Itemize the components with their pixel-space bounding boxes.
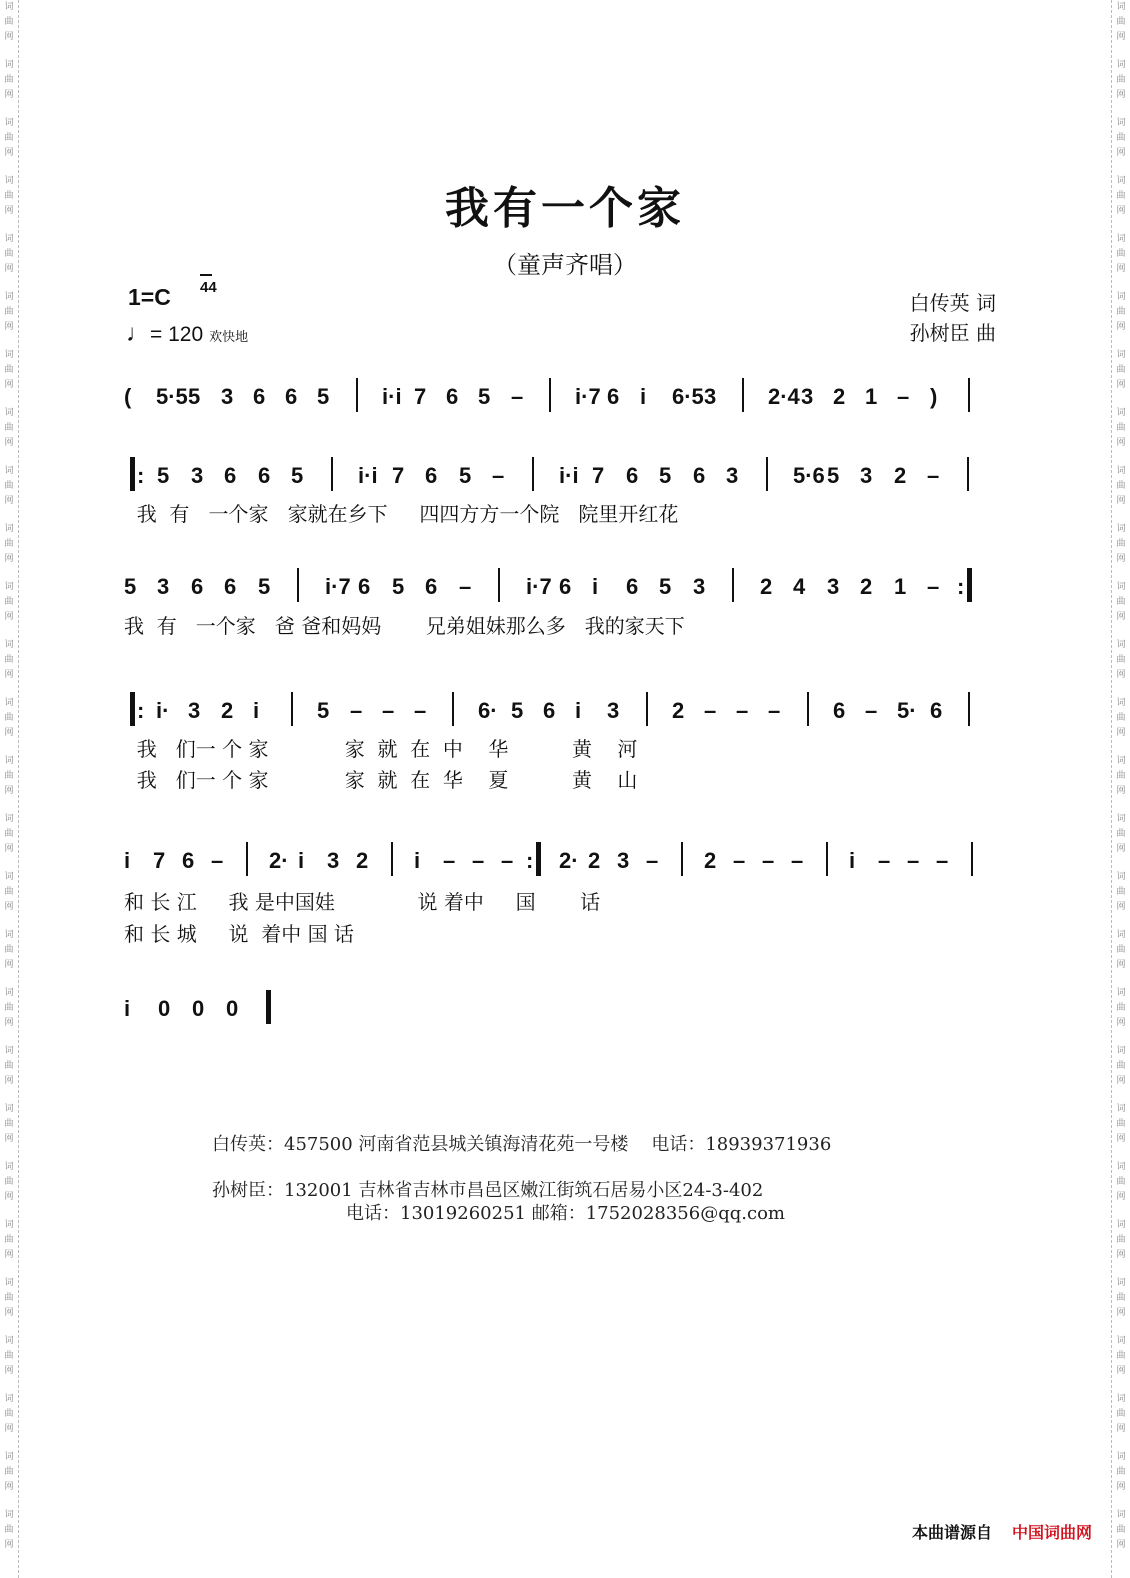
watermark-text: 词 曲 网 <box>4 350 14 390</box>
watermark-text: 词 曲 网 <box>1116 1046 1126 1086</box>
note: 5 <box>258 574 271 599</box>
watermark-text: 词 曲 网 <box>1116 1510 1126 1550</box>
watermark-text: 词 曲 网 <box>1116 1452 1126 1492</box>
note: 6 <box>833 698 846 723</box>
watermark-text: 词 曲 网 <box>1116 640 1126 680</box>
note: 6 <box>693 463 706 488</box>
watermark-text: 词 曲 网 <box>1116 1104 1126 1144</box>
note: i·7 <box>575 384 601 409</box>
sustain-dash: – <box>443 848 456 873</box>
note: 3 <box>607 698 620 723</box>
barline <box>291 692 293 726</box>
note: i· <box>156 698 170 723</box>
watermark-text: 词 曲 网 <box>1116 930 1126 970</box>
note: 6 <box>191 574 204 599</box>
note: ) <box>930 384 938 409</box>
sustain-dash: – <box>927 463 940 488</box>
score-line <box>124 996 1004 1030</box>
repeat-dots: : <box>526 848 534 873</box>
watermark-text: 词 曲 网 <box>1116 1336 1126 1376</box>
sustain-dash: – <box>907 848 920 873</box>
watermark-text: 词 曲 网 <box>4 466 14 506</box>
sustain-dash: – <box>382 698 395 723</box>
note: 5 <box>511 698 524 723</box>
barline <box>742 378 744 412</box>
watermark-text: 词 曲 网 <box>1116 872 1126 912</box>
watermark-text: 词 曲 网 <box>4 1162 14 1202</box>
note: 3 <box>188 698 201 723</box>
watermark-text: 词 曲 网 <box>4 1452 14 1492</box>
score-line <box>124 698 1004 732</box>
song-title: 我有一个家 <box>445 183 685 234</box>
note: 5 <box>478 384 491 409</box>
note: 6 <box>224 574 237 599</box>
source-label: 本曲谱源自 <box>911 1525 992 1542</box>
note: i <box>414 848 421 873</box>
contact-lyricist: 白传英：457500 河南省范县城关镇海清花苑一号楼 电话：18939371936 <box>212 1134 832 1155</box>
sustain-dash: – <box>492 463 505 488</box>
watermark-text: 词 曲 网 <box>1116 176 1126 216</box>
sustain-dash: – <box>350 698 363 723</box>
sustain-dash: – <box>791 848 804 873</box>
lyrics-line-4: 我 们一 个 家 家 就 在 华 夏 黄 山 <box>124 768 638 792</box>
sustain-dash: – <box>733 848 746 873</box>
note: 3 <box>327 848 340 873</box>
barline <box>498 568 500 602</box>
sustain-dash: – <box>878 848 891 873</box>
sustain-dash: – <box>865 698 878 723</box>
watermark-text: 词 曲 网 <box>1116 1220 1126 1260</box>
sustain-dash: – <box>472 848 485 873</box>
left-watermark-strip <box>0 0 19 1578</box>
barline <box>549 378 551 412</box>
watermark-text: 词 曲 网 <box>1116 234 1126 274</box>
barline <box>766 457 768 491</box>
time-top: 4 <box>200 279 209 296</box>
barline <box>971 842 973 876</box>
watermark-text: 词 曲 网 <box>1116 118 1126 158</box>
note: 0 <box>192 996 205 1021</box>
watermark-text: 词 曲 网 <box>1116 814 1126 854</box>
barline <box>968 378 970 412</box>
lyrics-line-3: 我 们一 个 家 家 就 在 中 华 黄 河 <box>124 737 638 761</box>
note: 3 <box>860 463 873 488</box>
barline <box>807 692 809 726</box>
time-bottom: 4 <box>208 279 217 296</box>
note: 3 <box>801 384 814 409</box>
watermark-text: 词 曲 网 <box>4 1046 14 1086</box>
note: 7 <box>592 463 605 488</box>
note: i <box>124 848 131 873</box>
sustain-dash: – <box>768 698 781 723</box>
note: 2 <box>704 848 717 873</box>
note: 6·5 <box>672 384 704 409</box>
watermark-text: 词 曲 网 <box>4 292 14 332</box>
repeat-dots: : <box>137 698 145 723</box>
note: 6 <box>930 698 943 723</box>
note: 3 <box>157 574 170 599</box>
repeat-dots: : <box>957 574 965 599</box>
note: 6· <box>478 698 498 723</box>
note: 2· <box>559 848 579 873</box>
watermark-text: 词 曲 网 <box>4 698 14 738</box>
note: 5 <box>317 384 330 409</box>
lyrics-line-6: 和 长 城 说 着中 国 话 <box>124 922 354 946</box>
note: 6 <box>559 574 572 599</box>
barline <box>331 457 333 491</box>
sustain-dash: – <box>736 698 749 723</box>
note: 5 <box>459 463 472 488</box>
sustain-dash: – <box>897 384 910 409</box>
note: 6 <box>626 574 639 599</box>
time-signature <box>200 280 217 296</box>
watermark-text: 词 曲 网 <box>4 814 14 854</box>
note: 6 <box>446 384 459 409</box>
barline <box>391 842 393 876</box>
watermark-text: 词 曲 网 <box>1116 408 1126 448</box>
contact-composer-address: 孙树臣：132001 吉林省吉林市昌邑区嫩江街筑石居易小区24-3-402 <box>212 1180 764 1201</box>
sustain-dash: – <box>646 848 659 873</box>
watermark-text: 词 曲 网 <box>4 1394 14 1434</box>
watermark-text: 词 曲 网 <box>1116 582 1126 622</box>
note: i <box>575 698 582 723</box>
note: 5 <box>124 574 137 599</box>
note: 6 <box>543 698 556 723</box>
watermark-text: 词 曲 网 <box>4 756 14 796</box>
final-barline <box>266 990 271 1024</box>
watermark-text: 词 曲 网 <box>4 1220 14 1260</box>
watermark-text: 词 曲 网 <box>4 1278 14 1318</box>
note: 6 <box>285 384 298 409</box>
watermark-text: 词 曲 网 <box>1116 60 1126 100</box>
note: 6 <box>358 574 371 599</box>
note: i·i <box>559 463 579 488</box>
repeat-barline <box>130 692 135 726</box>
watermark-text: 词 曲 网 <box>1116 2 1126 42</box>
note: 3 <box>221 384 234 409</box>
note: 0 <box>158 996 171 1021</box>
tempo-mark <box>126 320 248 348</box>
note: 3 <box>827 574 840 599</box>
barline <box>246 842 248 876</box>
note: i <box>640 384 647 409</box>
quarter-note-icon: ♩ <box>126 320 150 347</box>
note: 5 <box>392 574 405 599</box>
watermark-text: 词 曲 网 <box>4 582 14 622</box>
sustain-dash: – <box>936 848 949 873</box>
note: 1 <box>894 574 907 599</box>
watermark-text: 词 曲 网 <box>1116 1278 1126 1318</box>
note: i <box>849 848 856 873</box>
watermark-text: 词 曲 网 <box>1116 698 1126 738</box>
lyricist-credit: 白传英 词 <box>909 291 996 315</box>
watermark-text: 词 曲 网 <box>4 872 14 912</box>
repeat-dots: : <box>137 463 145 488</box>
barline <box>732 568 734 602</box>
watermark-text: 词 曲 网 <box>4 60 14 100</box>
note: 6 <box>258 463 271 488</box>
barline <box>646 692 648 726</box>
note: 2 <box>672 698 685 723</box>
repeat-barline <box>536 842 541 876</box>
watermark-text: 词 曲 网 <box>4 1336 14 1376</box>
watermark-text: 词 曲 网 <box>4 930 14 970</box>
composer-credit: 孙树臣 曲 <box>909 321 996 345</box>
watermark-text: 词 曲 网 <box>1116 1394 1126 1434</box>
sustain-dash: – <box>511 384 524 409</box>
contact-composer-phone: 电话：13019260251 邮箱：1752028356@qq.com <box>346 1203 785 1224</box>
note: 5· <box>897 698 917 723</box>
barline <box>967 457 969 491</box>
note: 5 <box>317 698 330 723</box>
note: 3 <box>693 574 706 599</box>
note: 5 <box>291 463 304 488</box>
sustain-dash: – <box>501 848 514 873</box>
note: i·7 <box>526 574 552 599</box>
note: 6 <box>182 848 195 873</box>
note: 6 <box>224 463 237 488</box>
note: 3 <box>191 463 204 488</box>
note: 5 <box>157 463 170 488</box>
watermark-text: 词 曲 网 <box>4 118 14 158</box>
note: 2 <box>894 463 907 488</box>
watermark-text: 词 曲 网 <box>1116 1162 1126 1202</box>
repeat-barline <box>130 457 135 491</box>
note: i <box>253 698 260 723</box>
barline <box>356 378 358 412</box>
sustain-dash: – <box>211 848 224 873</box>
note: 5 <box>659 463 672 488</box>
sustain-dash: – <box>762 848 775 873</box>
watermark-text: 词 曲 网 <box>1116 756 1126 796</box>
watermark-text: 词 曲 网 <box>4 1104 14 1144</box>
lyrics-line-2: 我 有 一个家 爸 爸和妈妈 兄弟姐妹那么多 我的家天下 <box>124 614 685 638</box>
watermark-text: 词 曲 网 <box>4 988 14 1028</box>
note: 6 <box>626 463 639 488</box>
source-brand[interactable]: 中国词曲网 <box>1011 1525 1092 1542</box>
barline <box>968 692 970 726</box>
score-line <box>124 463 1004 497</box>
watermark-text: 词 曲 网 <box>1116 988 1126 1028</box>
note: 0 <box>226 996 239 1021</box>
sustain-dash: – <box>459 574 472 599</box>
note: 7 <box>392 463 405 488</box>
note: 2 <box>588 848 601 873</box>
note: 5 <box>659 574 672 599</box>
note: 2 <box>833 384 846 409</box>
source-credit <box>912 1520 1092 1543</box>
note: i·7 <box>325 574 351 599</box>
tempo-value: = 120 <box>150 323 204 346</box>
song-subtitle: （童声齐唱） <box>493 251 637 279</box>
note: 7 <box>414 384 427 409</box>
watermark-text: 词 曲 网 <box>1116 524 1126 564</box>
lyrics-line-1: 我 有 一个家 家就在乡下 四四方方一个院 院里开红花 <box>124 502 679 526</box>
right-watermark-strip <box>1111 0 1130 1578</box>
note: 5·6 <box>793 463 825 488</box>
watermark-text: 词 曲 网 <box>1116 466 1126 506</box>
note: 2 <box>356 848 369 873</box>
note: 4 <box>793 574 806 599</box>
watermark-text: 词 曲 网 <box>4 2 14 42</box>
note: 2·4 <box>768 384 800 409</box>
note: 6 <box>425 574 438 599</box>
repeat-barline <box>967 568 972 602</box>
note: 7 <box>153 848 166 873</box>
lyrics-line-5: 和 长 江 我 是中国娃 说 着中 国 话 <box>124 890 601 914</box>
note: i·i <box>358 463 378 488</box>
score-line <box>124 384 1004 418</box>
note: 6 <box>253 384 266 409</box>
note: i·i <box>382 384 402 409</box>
note: i <box>592 574 599 599</box>
note: 2 <box>860 574 873 599</box>
watermark-text: 词 曲 网 <box>1116 292 1126 332</box>
note: 1 <box>865 384 878 409</box>
tempo-expression: 欢快地 <box>209 329 249 344</box>
note: ( <box>124 384 132 409</box>
score-line <box>124 574 1004 608</box>
note: 5·5 <box>156 384 188 409</box>
barline <box>297 568 299 602</box>
note: 3 <box>704 384 717 409</box>
note: i <box>124 996 131 1021</box>
watermark-text: 词 曲 网 <box>4 408 14 448</box>
watermark-text: 词 曲 网 <box>1116 350 1126 390</box>
note: 5 <box>188 384 201 409</box>
note: 2· <box>269 848 289 873</box>
watermark-text: 词 曲 网 <box>4 234 14 274</box>
note: 3 <box>726 463 739 488</box>
note: 2 <box>221 698 234 723</box>
note: i <box>298 848 305 873</box>
barline <box>452 692 454 726</box>
note: 5 <box>827 463 840 488</box>
barline <box>826 842 828 876</box>
barline <box>681 842 683 876</box>
note: 6 <box>607 384 620 409</box>
note: 6 <box>425 463 438 488</box>
watermark-text: 词 曲 网 <box>4 524 14 564</box>
note: 2 <box>760 574 773 599</box>
watermark-text: 词 曲 网 <box>4 176 14 216</box>
sustain-dash: – <box>414 698 427 723</box>
barline <box>532 457 534 491</box>
note: 3 <box>617 848 630 873</box>
watermark-text: 词 曲 网 <box>4 1510 14 1550</box>
key-signature: 1=C <box>128 284 171 310</box>
watermark-text: 词 曲 网 <box>4 640 14 680</box>
sustain-dash: – <box>704 698 717 723</box>
sustain-dash: – <box>927 574 940 599</box>
score-line <box>124 848 1004 882</box>
